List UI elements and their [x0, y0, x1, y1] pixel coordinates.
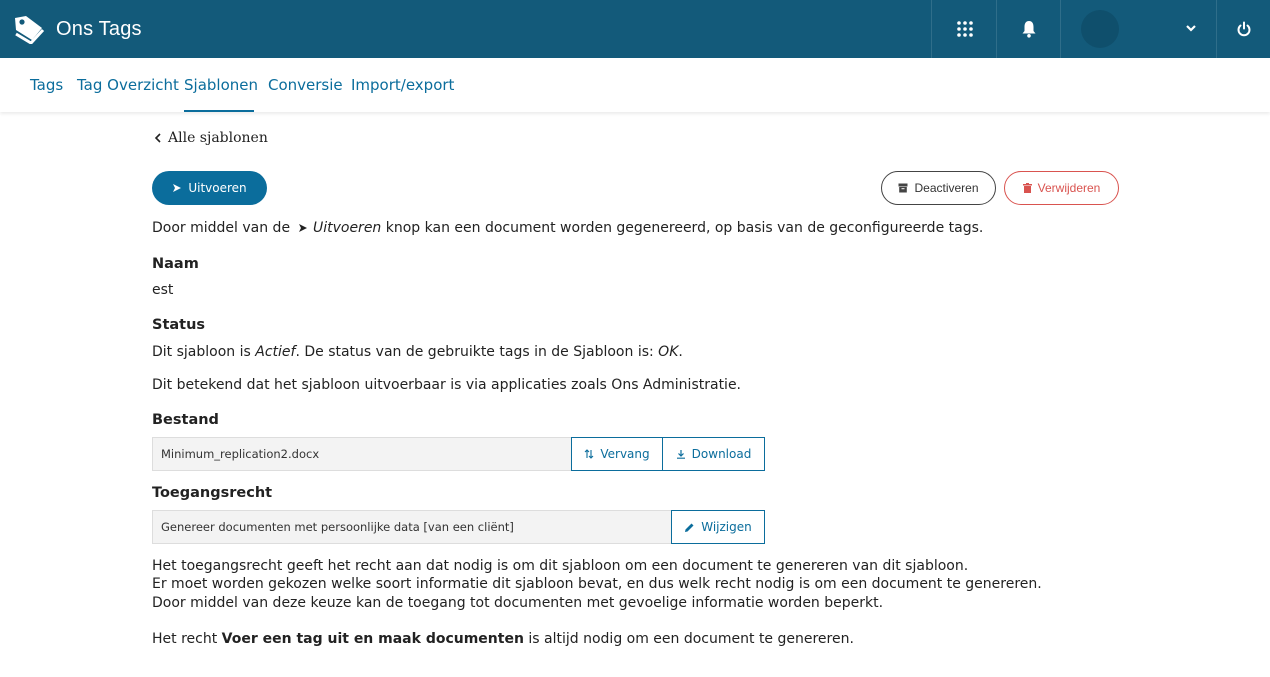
- access-field: Genereer documenten met persoonlijke data [van een cliënt]: [152, 510, 672, 544]
- access-heading: Toegangsrecht: [152, 485, 273, 501]
- intro-action: Uitvoeren: [312, 220, 382, 236]
- play-icon: [172, 183, 182, 193]
- tab-conversie[interactable]: Conversie: [268, 76, 343, 94]
- access-line-1: Het toegangsrecht geeft het recht aan dat nodig is om dit sjabloon om een document te genereren van dit sjabloon.: [152, 558, 969, 574]
- chevron-down-icon: [1185, 22, 1197, 34]
- final-pre: Het recht: [152, 631, 218, 647]
- tab-tags[interactable]: Tags: [30, 76, 64, 94]
- edit-button-label: Wijzigen: [701, 520, 752, 534]
- tab-tag-overzicht[interactable]: Tag Overzicht: [77, 76, 179, 94]
- status-end: .: [678, 344, 683, 360]
- archive-icon: [898, 183, 908, 193]
- final-note: [152, 631, 854, 647]
- final-strong: Voer een tag uit en maak documenten: [221, 631, 524, 647]
- logout-button[interactable]: [1216, 0, 1270, 58]
- download-button-label: Download: [691, 447, 752, 461]
- notifications-button[interactable]: [996, 0, 1061, 58]
- replace-button-label: Vervang: [600, 447, 650, 461]
- status-mid: . De status van de gebruikte tags in de Sjabloon is:: [295, 344, 654, 360]
- user-menu[interactable]: [1060, 0, 1217, 58]
- avatar: [1081, 10, 1119, 48]
- deactivate-button-label: Deactiveren: [914, 181, 979, 195]
- file-name-field: Minimum_replication2.docx: [152, 437, 572, 471]
- status-heading: Status: [152, 317, 206, 333]
- access-line-2: Er moet worden gekozen welke soort informatie dit sjabloon bevat, en dus welk recht nodig is om een document te genereren.: [152, 576, 1042, 592]
- status-text: [152, 344, 683, 360]
- run-button[interactable]: [152, 171, 267, 205]
- download-button[interactable]: [662, 437, 765, 471]
- top-bar: [0, 0, 1270, 58]
- apps-grid-button[interactable]: [931, 0, 997, 58]
- delete-button-label: Verwijderen: [1037, 181, 1101, 195]
- status-pre: Dit sjabloon is: [152, 344, 251, 360]
- status-tags-state: OK: [658, 344, 679, 360]
- bell-icon: [1021, 20, 1037, 38]
- swap-icon: [584, 449, 594, 459]
- chevron-left-icon: [154, 133, 162, 143]
- brand[interactable]: [12, 12, 142, 46]
- delete-button[interactable]: [1004, 171, 1119, 205]
- tag-logo-icon: [12, 12, 46, 46]
- intro-text: [152, 220, 983, 236]
- sub-navigation: [0, 58, 1270, 112]
- trash-icon: [1023, 183, 1032, 193]
- name-heading: Naam: [152, 256, 199, 272]
- back-link-label: Alle sjablonen: [168, 130, 268, 146]
- active-tab-indicator: [184, 110, 254, 112]
- back-link[interactable]: [154, 130, 268, 146]
- final-post: is altijd nodig om een document te genereren.: [528, 631, 854, 647]
- run-button-label: Uitvoeren: [188, 181, 247, 195]
- access-line-3: Door middel van deze keuze kan de toegang tot documenten met gevoelige informatie worden beperkt.: [152, 595, 884, 611]
- tab-sjablonen[interactable]: Sjablonen: [184, 76, 258, 94]
- replace-button[interactable]: [571, 437, 663, 471]
- play-icon: [298, 223, 308, 233]
- file-heading: Bestand: [152, 412, 219, 428]
- intro-post: knop kan een document worden gegenereerd, op basis van de geconfigureerde tags.: [385, 220, 984, 236]
- status-state: Actief: [255, 344, 296, 360]
- edit-button[interactable]: [671, 510, 765, 544]
- status-note: Dit betekend dat het sjabloon uitvoerbaar is via applicaties zoals Ons Administratie.: [152, 377, 742, 393]
- intro-pre: Door middel van de: [152, 220, 291, 236]
- grid-icon: [956, 20, 974, 38]
- download-icon: [676, 449, 686, 459]
- power-icon: [1236, 21, 1252, 37]
- deactivate-button[interactable]: [881, 171, 996, 205]
- pencil-icon: [684, 522, 695, 533]
- app-title: Ons Tags: [56, 17, 142, 40]
- tab-import-export[interactable]: Import/export: [351, 76, 455, 94]
- name-value: est: [152, 282, 174, 298]
